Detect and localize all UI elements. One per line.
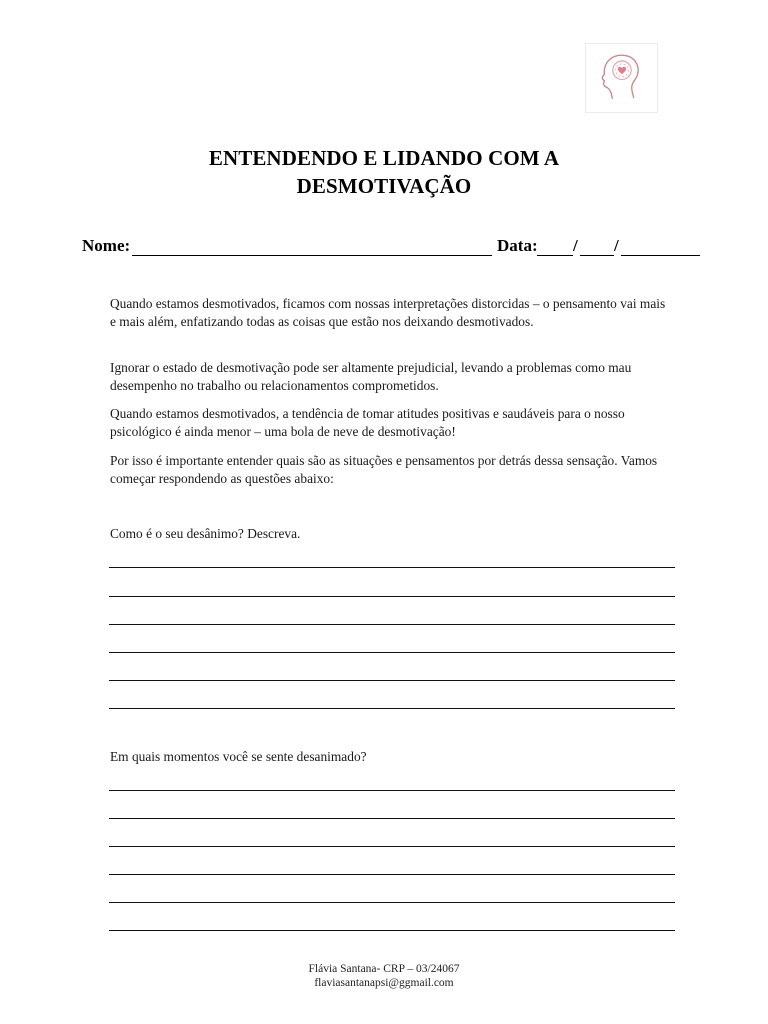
answer-line[interactable] [109, 846, 675, 847]
intro-paragraph-1 [110, 295, 670, 331]
intro-paragraph-2 [110, 359, 670, 395]
date-month-line[interactable] [580, 255, 614, 256]
footer [0, 962, 768, 990]
paragraph-text: Por isso é importante entender quais são as situações e pensamentos por detrás dessa sensação. Vamos começar respondendo as questões abaixo: [110, 453, 658, 486]
head-heart-icon [586, 44, 657, 112]
intro-paragraph-3 [110, 405, 670, 441]
name-field-line[interactable] [132, 255, 492, 256]
answer-line[interactable] [109, 652, 675, 653]
date-separator: / [614, 236, 619, 255]
question-1: Como é o seu desânimo? Descreva. [110, 526, 301, 541]
answer-line[interactable] [109, 708, 675, 709]
logo [585, 43, 658, 113]
date-day-line[interactable] [537, 255, 573, 256]
paragraph-text: Ignorar o estado de desmotivação pode ser altamente prejudicial, levando a problemas como mau desempenho no trabalho ou relacionamentos comprometidos. [110, 360, 632, 393]
footer-credentials: Flávia Santana- CRP – 03/24067 [308, 963, 460, 975]
date-year-line[interactable] [621, 255, 700, 256]
answer-line[interactable] [109, 818, 675, 819]
answer-line[interactable] [109, 902, 675, 903]
answer-line[interactable] [109, 680, 675, 681]
name-date-row [82, 236, 702, 260]
intro-paragraph-4 [110, 452, 670, 488]
date-separator: / [573, 236, 578, 255]
paragraph-text: Quando estamos desmotivados, ficamos com nossas interpretações distorcidas – o pensamento vai mais e mais além, enfatizando todas as coisas que estão nos deixando desmotivados. [110, 296, 666, 329]
answer-line[interactable] [109, 567, 675, 568]
answer-line[interactable] [109, 930, 675, 931]
answer-line[interactable] [109, 624, 675, 625]
paragraph-text: Quando estamos desmotivados, a tendência de tomar atitudes positivas e saudáveis para o nosso psicológico é ainda menor – uma bola de neve de desmotivação! [110, 406, 625, 439]
title-line-1: ENTENDENDO E LIDANDO COM A [208, 146, 560, 170]
title-line-2: DESMOTIVAÇÃO [296, 174, 472, 198]
answer-line[interactable] [109, 790, 675, 791]
name-label: Nome: [82, 236, 131, 255]
footer-email: flaviasantanapsi@ggmail.com [314, 977, 454, 989]
date-label: Data: [497, 236, 538, 255]
answer-line[interactable] [109, 874, 675, 875]
page-title [0, 144, 768, 200]
answer-line[interactable] [109, 596, 675, 597]
question-2: Em quais momentos você se sente desanimado? [110, 749, 367, 764]
